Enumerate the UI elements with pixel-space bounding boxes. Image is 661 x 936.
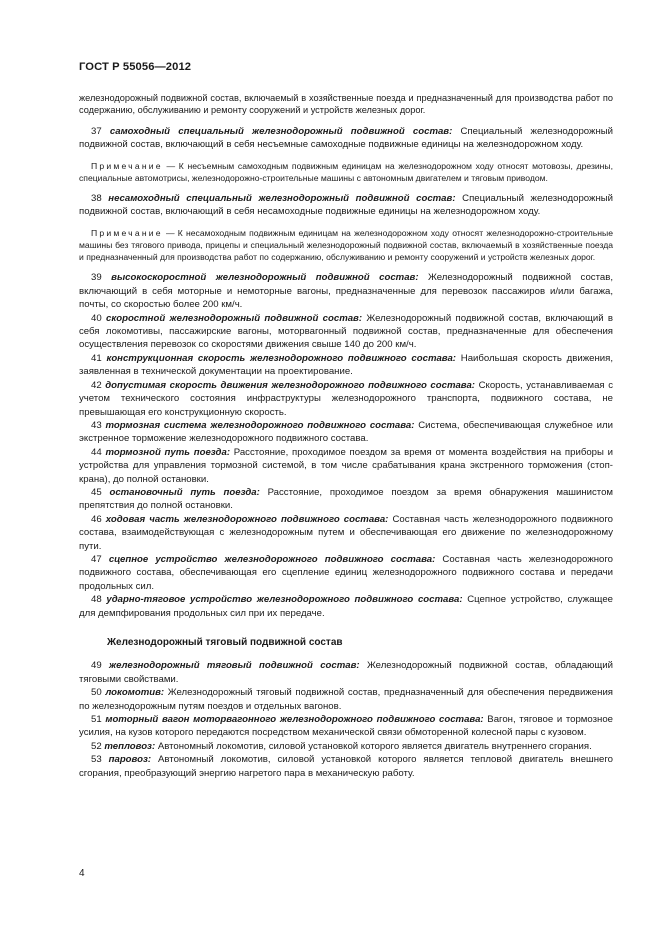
definition-52: 52 тепловоз: Автономный локомотив, силовой установкой которого является двигатель внутреннего сгорания. xyxy=(91,740,592,752)
definition-37: 37 самоходный специальный железнодорожный подвижной состав: Специальный железнодорожный подвижной состав, включающий в себя несъемные самоходные подвижные единицы на железнодорожном ходу. xyxy=(79,125,614,151)
definition-41: 41 конструкционная скорость железнодорожного подвижного состава: Наибольшая скорость движения, заявленная в технической документации на проектирование. xyxy=(79,352,614,378)
intro-paragraph: железнодорожный подвижной состав, включаемый в хозяйственные поезда и предназначенный для производства работ по содержанию, обслуживанию и ремонту сооружений и устройств железных дорог. xyxy=(79,93,613,116)
definition-48: 48 ударно-тяговое устройство железнодорожного подвижного состава: Сцепное устройство, служащее для демпфирования продольных сил при их передаче. xyxy=(79,594,613,619)
definition-40: 40 скоростной железнодорожный подвижной состав: Железнодорожный подвижной состав, включающий в себя локомотивы, пассажирские вагоны, моторвагонный подвижной состав, предназначенные для обеспечения осуществления перевозок со скоростями движения свыше 140 до 200 км/ч. xyxy=(79,312,613,351)
definition-45: 45 остановочный путь поезда: Расстояние, проходимое поездом за время обнаружения машинистом препятствия до полной остановки. xyxy=(79,486,614,512)
definition-49: 49 железнодорожный тяговый подвижной состав: Железнодорожный подвижной состав, обладающий тяговыми свойствами. xyxy=(79,660,613,685)
definition-39: 39 высокоскоростной железнодорожный подвижной состав: Железнодорожный подвижной состав, включающий в себя моторные и немоторные вагоны, предназначенные для перевозок пассажиров и/или багажа, почты, со скоростью более 200 км/ч. xyxy=(79,272,613,311)
definition-47: 47 сцепное устройство железнодорожного подвижного состава: Составная часть железнодорожного подвижного состава, обеспечивающая его сцепление единиц железнодорожного подвижного состава и передачи продольных сил. xyxy=(79,553,614,592)
page-number: 4 xyxy=(79,868,85,879)
page-header: ГОСТ Р 55056—2012 xyxy=(79,61,192,73)
note-37: Примечание — К несъемным самоходным подвижным единицам на железнодорожном ходу относят мотовозы, дрезины, специальные автомотрисы, железнодорожно-строительные машины с автономным двигателем и тяговым приводом. xyxy=(79,160,613,183)
definition-46: 46 ходовая часть железнодорожного подвижного состава: Составная часть железнодорожного подвижного состава, взаимодействующая с железнодорожным путем и обеспечивающая его движение по железнодорожному пути. xyxy=(79,513,613,552)
definition-53: 53 паровоз: Автономный локомотив, силовой установкой которого является тепловой двигатель внешнего сгорания, преобразующий энергию нагретого пара в механическую работу. xyxy=(79,754,613,779)
document-body xyxy=(79,92,613,780)
definition-43: 43 тормозная система железнодорожного подвижного состава: Система, обеспечивающая служебное или экстренное торможение железнодорожного подвижного состава. xyxy=(79,419,614,445)
note-38: Примечание — К несамоходным подвижным единицам на железнодорожном ходу относят железнодорожно-строительные машины без тягового привода, прицепы и специальный железнодорожный подвижной состав, включаемый в хозяйственные поезда и предназначенный для производства работ по содержанию, обслуживанию и ремонту сооружений и устройств железных дорог. xyxy=(79,227,613,263)
section-heading: Железнодорожный тяговый подвижной состав xyxy=(107,637,343,649)
definition-42: 42 допустимая скорость движения железнодорожного подвижного состава: Скорость, устанавливаемая с учетом технического состояния инфраструктуры железнодорожного транспорта, подвижного состава, не превышающая его конструкционную скорость. xyxy=(79,379,613,418)
definition-44: 44 тормозной путь поезда: Расстояние, проходимое поездом за время от момента воздействия на приборы и устройства для управления тормозной системой, в том числе срабатывания крана экстренного торможения (стоп-крана), до полной остановки. xyxy=(79,446,613,485)
definition-38: 38 несамоходный специальный железнодорожный подвижной состав: Специальный железнодорожный подвижной состав, включающий в себя несамоходные подвижные единицы на железнодорожном ходу. xyxy=(79,193,613,218)
definition-51: 51 моторный вагон моторвагонного железнодорожного подвижного состава: Вагон, тяговое и тормозное усилия, на кузов которого передаются посредством механической связи обмоторенной колесной пары с кузовом. xyxy=(79,714,613,739)
definition-50: 50 локомотив: Железнодорожный тяговый подвижной состав, предназначенный для обеспечения передвижения по железнодорожным путям поездов и отдельных вагонов. xyxy=(79,687,613,712)
